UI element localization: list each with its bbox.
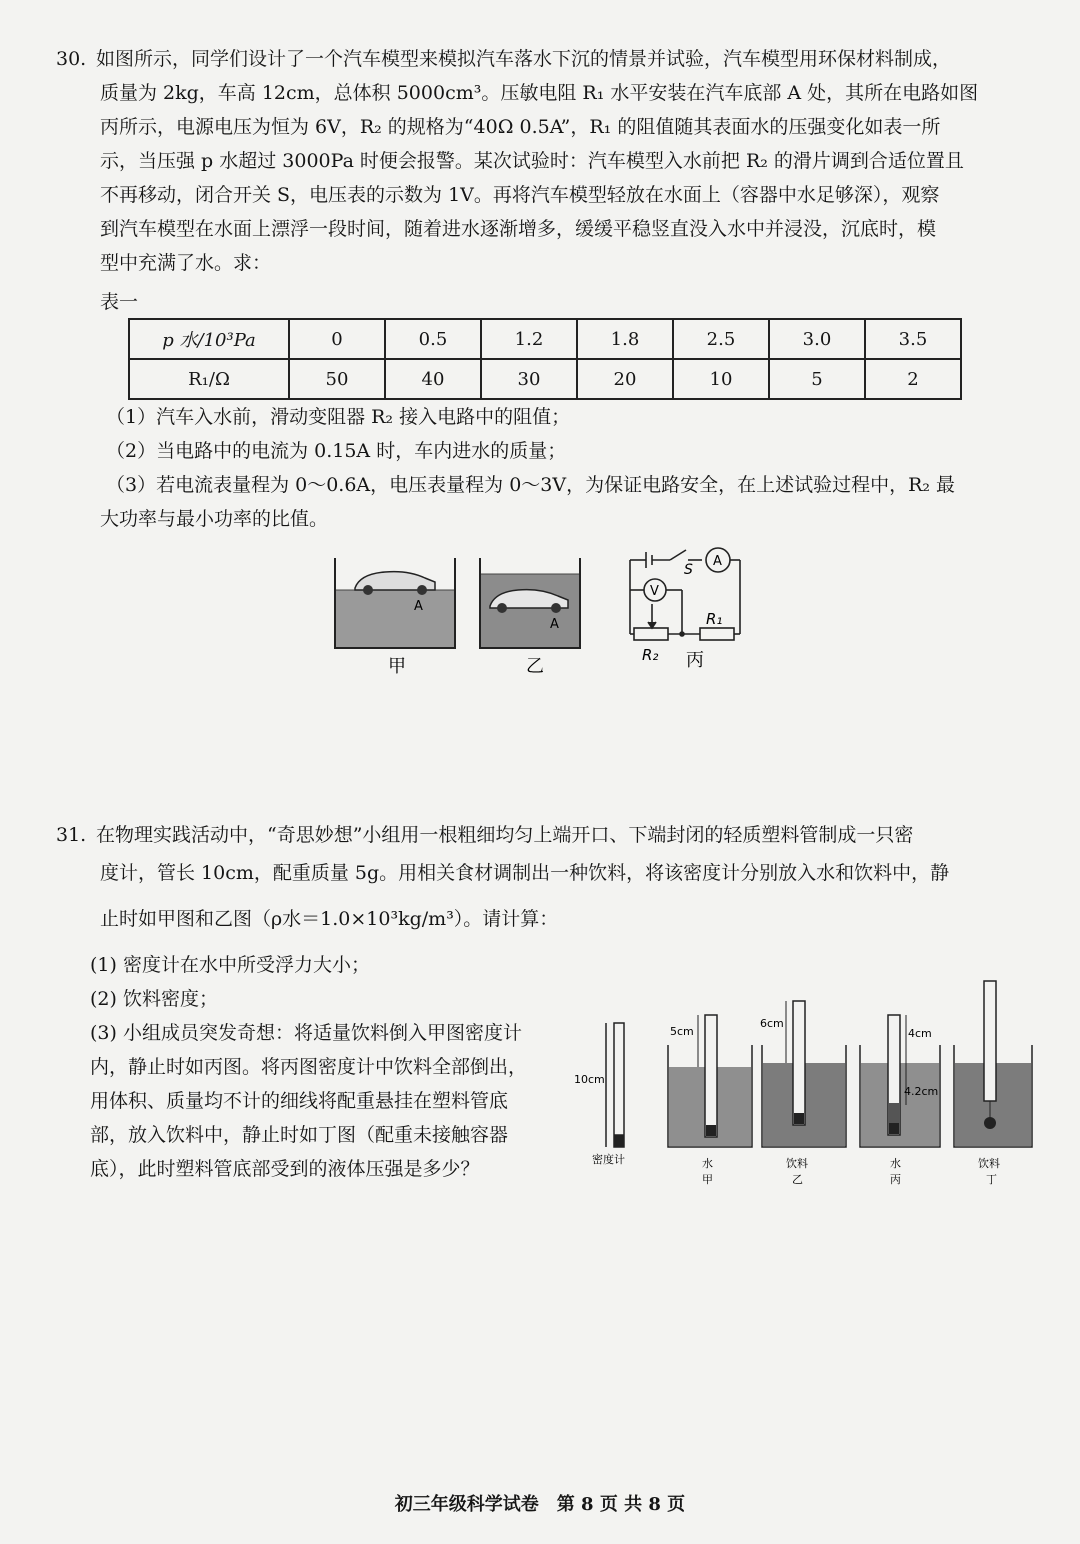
table-cell: 2.5 [673,319,769,359]
switch-label: S [684,562,693,578]
figure-yi [480,558,580,677]
subquestion: （3）若电流表量程为 0～0.6A，电压表量程为 0～3V，为保证电路安全，在上述试验过程中，R₂ 最 [106,474,956,496]
point-a-label: A [414,599,423,614]
pressure-resistance-table [128,318,962,400]
question-number: 30. [56,48,87,70]
question-30 [56,42,1016,280]
table-cell: 0.5 [385,319,481,359]
subquestion: (1) 密度计在水中所受浮力大小； [90,954,370,976]
r2-label: R₂ [642,646,659,664]
question-text-line: 型中充满了水。求： [100,252,272,274]
page-footer: 初三年级科学试卷 第 8 页 共 8 页 [394,1494,686,1515]
figure-label: 甲 [702,1173,713,1186]
subquestion: 内，静止时如丙图。将丙图密度计中饮料全部倒出， [90,1056,528,1078]
subquestion: (2) 饮料密度； [90,988,218,1010]
table-cell: 1.8 [577,319,673,359]
resistor-r1 [700,628,734,640]
table-header: R₁/Ω [129,359,289,399]
liquid-label: 饮料 [978,1157,1000,1170]
question-text-line: 质量为 2kg，车高 12cm，总体积 5000cm³。压敏电阻 R₁ 水平安装在汽车底部 A 处，其所在电路如图 [100,82,979,104]
figure-label: 乙 [792,1173,803,1186]
switch-icon [670,550,686,560]
table-row [129,319,961,359]
table-cell: 20 [577,359,673,399]
question-text-line: 示，当压强 p 水超过 3000Pa 时便会报警。某次试验时：汽车模型入水前把 R₂ 的滑片调到合适位置且 [100,150,964,172]
q30-figures [330,540,760,680]
table-cell: 40 [385,359,481,399]
question-31-subparts [90,948,590,1186]
table-cell: 50 [289,359,385,399]
figure-label: 丁 [986,1173,997,1186]
subquestion: 部，放入饮料中，静止时如丁图（配重未接触容器 [90,1124,509,1146]
table-cell: 10 [673,359,769,399]
point-a-label: A [550,617,559,632]
ammeter-label: A [713,554,722,569]
figure-ding [954,981,1032,1147]
question-31 [56,818,1016,936]
table-cell: 30 [481,359,577,399]
question-30-subparts [56,400,1016,536]
length-label: 5cm [670,1025,694,1038]
q31-figures [570,975,1040,1195]
question-text-line: 到汽车模型在水面上漂浮一段时间，随着进水逐渐增多，缓缓平稳竖直没入水中并浸没，沉底时，模 [100,218,937,240]
subquestion: （1）汽车入水前，滑动变阻器 R₂ 接入电路中的阻值； [106,406,571,428]
question-text-line: 丙所示，电源电压为恒为 6V，R₂ 的规格为“40Ω 0.5A”，R₁ 的阻值随其表面水的压强变化如表一所 [100,116,941,138]
question-text-line: 如图所示，同学们设计了一个汽车模型来模拟汽车落水下沉的情景并试验，汽车模型用环保材料制成， [96,48,952,70]
subquestion: 大功率与最小功率的比值。 [100,508,329,530]
length-label: 4.2cm [904,1085,939,1098]
rheostat-r2 [634,628,668,640]
length-label: 10cm [574,1073,605,1086]
subquestion: （2）当电路中的电流为 0.15A 时，车内进水的质量； [106,440,567,462]
subquestion: (3) 小组成员突发奇想：将适量饮料倒入甲图密度计 [90,1022,522,1044]
table-label: 表一 [100,291,139,313]
figure-label: 乙 [526,656,544,677]
table-cell: 5 [769,359,865,399]
r1-label: R₁ [706,610,723,628]
figure-label: 密度计 [592,1153,625,1166]
liquid-label: 饮料 [786,1157,808,1170]
figure-label: 丙 [890,1173,901,1186]
voltmeter-label: V [650,584,659,599]
liquid-label: 水 [702,1157,713,1170]
question-number: 31. [56,824,87,846]
question-text-line: 止时如甲图和乙图（ρ水＝1.0×10³kg/m³）。请计算： [100,908,559,930]
liquid-label: 水 [890,1157,901,1170]
table-cell: 2 [865,359,961,399]
table-header: p 水/10³Pa [129,319,289,359]
table-cell: 1.2 [481,319,577,359]
question-text-line: 不再移动，闭合开关 S，电压表的示数为 1V。再将汽车模型轻放在水面上（容器中水足够深），观察 [100,184,940,206]
table-cell: 0 [289,319,385,359]
subquestion: 用体积、质量均不计的细线将配重悬挂在塑料管底 [90,1090,509,1112]
subquestion: 底），此时塑料管底部受到的液体压强是多少？ [90,1158,480,1180]
density-meter [606,1023,624,1147]
question-text-line: 度计，管长 10cm，配重质量 5g。用相关食材调制出一种饮料，将该密度计分别放入水和饮料中，静 [100,862,950,884]
figure-label: 甲 [388,656,406,677]
question-text-line: 在物理实践活动中，“奇思妙想”小组用一根粗细均匀上端开口、下端封闭的轻质塑料管制成一只密 [96,824,914,846]
table-row [129,359,961,399]
figure-label: 丙 [686,650,704,671]
table-cell: 3.5 [865,319,961,359]
figure-jia [335,558,455,677]
length-label: 4cm [908,1027,932,1040]
length-label: 6cm [760,1017,784,1030]
table-cell: 3.0 [769,319,865,359]
